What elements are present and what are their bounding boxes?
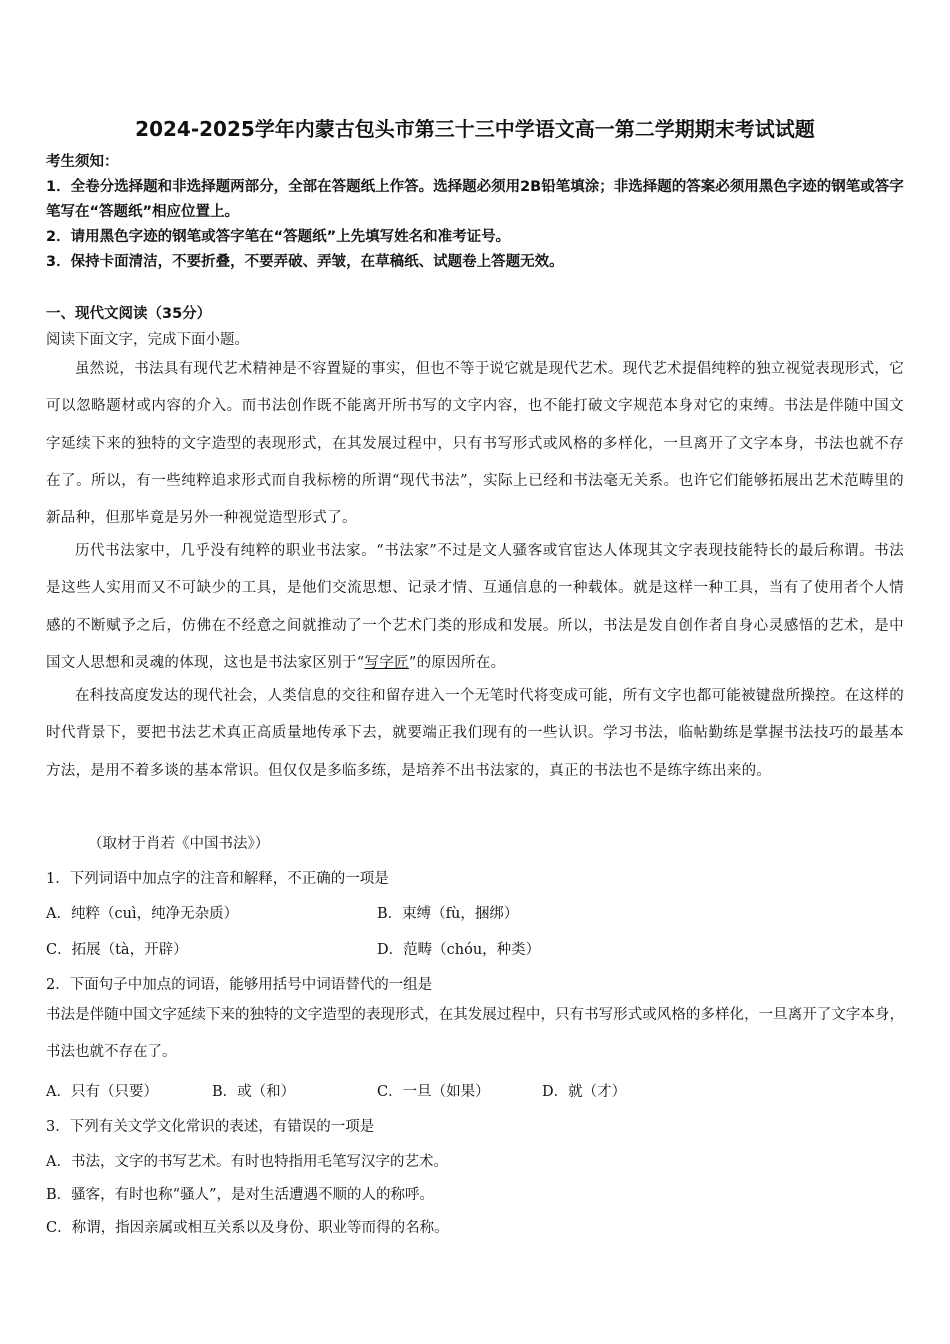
- q2-option-c: C．一旦（如果）: [377, 1084, 490, 1100]
- passage-text: ”的原因所在。: [408, 654, 506, 671]
- q1-option-a: A．纯粹（cuì，纯净无杂质）: [46, 906, 239, 922]
- q1-option-c: C．拓展（tà，开辟）: [46, 942, 188, 958]
- q1-option-b: B．束缚（fù，捆绑）: [377, 906, 519, 922]
- passage-source: （取材于肖若《中国书法》）: [88, 836, 270, 852]
- q2-option-b: B．或（和）: [212, 1084, 296, 1100]
- q3-option-a: A．书法，文字的书写艺术。有时也特指用毛笔写汉字的艺术。: [46, 1154, 448, 1170]
- q2-option-d: D．就（才）: [542, 1084, 627, 1100]
- notice-block: [46, 150, 906, 275]
- q3-option-b: B．骚客，有时也称“骚人”，是对生活遭遇不顺的人的称呼。: [46, 1187, 434, 1203]
- underlined-term: 写字匠: [364, 654, 409, 671]
- notice-item: 3．保持卡面清洁，不要折叠，不要弄破、弄皱，在草稿纸、试题卷上答题无效。: [46, 254, 564, 270]
- section-instruction: 阅读下面文字，完成下面小题。: [46, 332, 249, 348]
- q1-option-d: D．范畴（chóu，种类）: [377, 942, 541, 958]
- section-heading: 一、现代文阅读（35分）: [46, 306, 212, 322]
- question-2-sentence: 书法是伴随中国文字延续下来的独特的文字造型的表现形式，在其发展过程中，只有书写形式或风格的多样化，一旦离开了文字本身，书法也就不存在了。: [46, 1007, 904, 1060]
- q3-option-c: C．称谓，指因亲属或相互关系以及身份、职业等而得的名称。: [46, 1220, 449, 1236]
- notice-item: 1．全卷分选择题和非选择题两部分，全部在答题纸上作答。选择题必须用2B铅笔填涂；非选择题的答案必须用黑色字迹的钢笔或答字笔写在“答题纸”相应位置上。: [46, 179, 904, 220]
- question-2-stem: 2．下面句子中加点的词语，能够用括号中词语替代的一组是: [46, 977, 433, 993]
- question-3-stem: 3．下列有关文学文化常识的表述，有错误的一项是: [46, 1119, 375, 1135]
- q2-option-a: A．只有（只要）: [46, 1084, 158, 1100]
- page-title: 2024-2025学年内蒙古包头市第三十三中学语文高一第二学期期末考试试题: [135, 117, 815, 141]
- passage-paragraph-3: 在科技高度发达的现代社会，人类信息的交往和留存进入一个无笔时代将变成可能，所有文字也都可能被键盘所操控。在这样的时代背景下，要把书法艺术真正高质量地传承下去，就要端正我们现有的一些认识。学习书法，临帖勤练是掌握书法技巧的最基本方法，是用不着多谈的基本常识。但仅仅是多临多练，是培养不出书法家的，真正的书法也不是练字练出来的。: [46, 688, 904, 779]
- passage-paragraph-1: 虽然说，书法具有现代艺术精神是不容置疑的事实，但也不等于说它就是现代艺术。现代艺术提倡纯粹的独立视觉表现形式，它可以忽略题材或内容的介入。而书法创作既不能离开所书写的文字内容，也不能打破文字规范本身对它的束缚。书法是伴随中国文字延续下来的独特的文字造型的表现形式，在其发展过程中，只有书写形式或风格的多样化，一旦离开了文字本身，书法也就不存在了。所以，有一些纯粹追求形式而自我标榜的所谓“现代书法”，实际上已经和书法毫无关系。也许它们能够拓展出艺术范畴里的新品种，但那毕竟是另外一种视觉造型形式了。: [46, 361, 904, 527]
- passage-paragraph-2: [46, 533, 904, 682]
- question-1-stem: 1．下列词语中加点字的注音和解释，不正确的一项是: [46, 871, 389, 887]
- notice-heading: 考生须知：: [46, 154, 119, 170]
- passage-text: 历代书法家中，几乎没有纯粹的职业书法家。“书法家”不过是文人骚客或官宦达人体现其文字表现技能特长的最后称谓。书法是这些人实用而又不可缺少的工具，是他们交流思想、记录才情、互通信息的一种载体。就是这样一种工具，当有了使用者个人情感的不断赋予之后，仿佛在不经意之间就推动了一个艺术门类的形成和发展。所以，书法是发自创作者自身心灵感悟的艺术，是中国文人思想和灵魂的体现，这也是书法家区别于“: [46, 543, 904, 671]
- notice-item: 2．请用黑色字迹的钢笔或答字笔在“答题纸”上先填写姓名和准考证号。: [46, 229, 511, 245]
